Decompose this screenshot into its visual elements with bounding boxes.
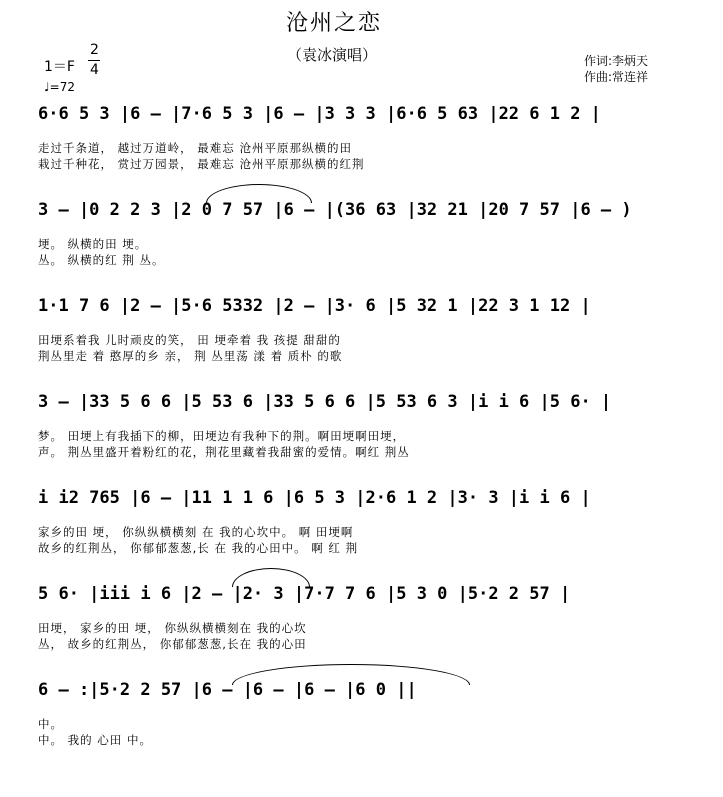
lyric-verse-2: 丛。 纵横的红 荆 丛。 [38, 253, 165, 267]
song-title: 沧州之恋 [286, 11, 383, 36]
lyric-verse-2: 声。 荆丛里盛开着粉红的花，荆花里藏着我甜蜜的爱情。啊红 荆丛 [38, 445, 410, 459]
lyric-verse-1: 家乡的田 埂， 你纵纵横横刻 在 我的心坎中。 啊 田埂啊 [38, 525, 354, 539]
time-signature-denominator: 4 [90, 62, 99, 78]
notation: i i2 765 |6 – |11 1 1 6 |6 5 3 |2·6 1 2 |3· 3 |i i 6 | [38, 488, 591, 508]
time-signature-bar [88, 60, 100, 61]
tempo-marking: ♩=72 [44, 80, 75, 94]
notation: 3 – |33 5 6 6 |5 53 6 |33 5 6 6 |5 53 6 3 |i i 6 |5 6· | [38, 392, 612, 412]
singer-subtitle: （袁冰演唱） [287, 46, 378, 64]
lyric-verse-1: 走过千条道， 越过万道岭， 最难忘 沧州平原那纵横的田 [38, 141, 352, 155]
notation: 6 – :|5·2 2 57 |6 – |6 – |6 – |6 0 || [38, 680, 417, 700]
notation: 6·6 5 3 |6 – |7·6 5 3 |6 – |3 3 3 |6·6 5 63 |22 6 1 2 | [38, 104, 601, 124]
composer-credit: 作曲:常连祥 [584, 70, 649, 84]
lyric-verse-2: 中。 我的 心田 中。 [38, 733, 152, 747]
lyric-verse-2: 栽过千种花， 赏过万园景， 最难忘 沧州平原那纵横的红荆 [38, 157, 365, 171]
time-signature-numerator: 2 [90, 42, 99, 58]
lyric-verse-2: 故乡的红荆丛， 你郁郁葱葱,长 在 我的心田中。 啊 红 荆 [38, 541, 359, 555]
lyric-verse-1: 田埂， 家乡的田 埂， 你纵纵横横刻在 我的心坎 [38, 621, 307, 635]
lyric-verse-1: 田埂系着我 儿时顽皮的笑， 田 埂牵着 我 孩提 甜甜的 [38, 333, 341, 347]
lyricist-credit: 作词:李炳天 [584, 54, 649, 68]
lyric-verse-1: 中。 [38, 717, 63, 731]
lyric-verse-1: 埂。 纵横的田 埂。 [38, 237, 148, 251]
lyric-verse-2: 丛， 故乡的红荆丛， 你郁郁葱葱,长在 我的心田 [38, 637, 307, 651]
lyric-verse-2: 荆丛里走 着 憨厚的乡 亲， 荆 丛里荡 漾 着 质朴 的歌 [38, 349, 343, 363]
key-signature: 1＝F [44, 59, 75, 75]
lyric-verse-1: 梦。 田埂上有我插下的柳，田埂边有我种下的荆。啊田埂啊田埂， [38, 429, 406, 443]
notation: 5 6· |iii i 6 |2 – |2· 3 |7·7 7 6 |5 3 0 |5·2 2 57 | [38, 584, 571, 604]
notation: 1·1 7 6 |2 – |5·6 5332 |2 – |3· 6 |5 32 1 |22 3 1 12 | [38, 296, 591, 316]
notation: 3 – |0 2 2 3 |2 0 7 57 |6 – |(36 63 |32 21 |20 7 57 |6 – ) [38, 200, 632, 220]
